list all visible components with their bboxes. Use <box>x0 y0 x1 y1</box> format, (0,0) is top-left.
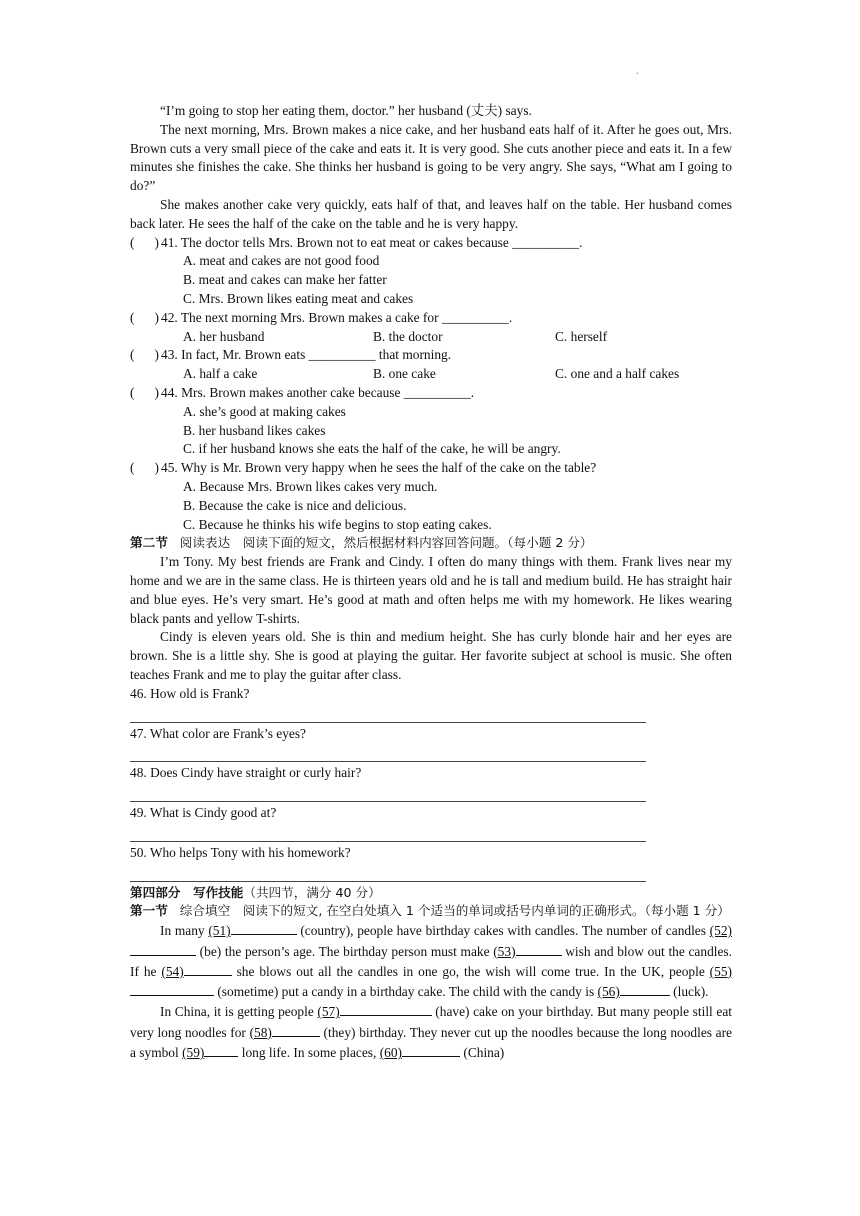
open-question-49: 49. What is Cindy good at? <box>130 805 277 821</box>
section-2-title: 第二节 <box>130 535 168 551</box>
question-stem: 45. Why is Mr. Brown very happy when he sees the half of the cake on the table? <box>161 460 597 476</box>
option: A. her husband <box>183 328 265 344</box>
question-43 <box>130 346 732 365</box>
story-paragraph-1: “I’m going to stop her eating them, doctor.” her husband (丈夫) says. <box>160 103 532 118</box>
cloze-text: (luck). <box>669 984 709 1000</box>
section-1-subtitle: 综合填空 阅读下的短文, 在空白处填入 1 个适当的单词或括号内单词的正确形式。（每小题 1 分） <box>179 903 730 919</box>
cloze-text: In many <box>160 923 209 939</box>
open-question-47: 47. What color are Frank’s eyes? <box>130 725 306 741</box>
cloze-text: she blows out all the candles in one go, the wish will come true. In the UK, people <box>231 963 710 979</box>
question-41 <box>130 234 732 253</box>
option: A. Because Mrs. Brown likes cakes very much. <box>183 478 438 494</box>
part-4-subtitle: （共四节，满分 40 分） <box>243 884 381 900</box>
cloze-text: (have) cake on your birthday. But many people still eat very long noodles for <box>130 1004 732 1040</box>
cloze-text: (be) the person’s age. The birthday person must make <box>196 943 494 959</box>
answer-line[interactable] <box>130 783 646 802</box>
option: B. the doctor <box>373 328 443 344</box>
answer-line[interactable] <box>130 743 646 762</box>
part-4-header <box>130 884 732 903</box>
answer-paren[interactable]: ( ) <box>130 460 160 476</box>
cloze-text: (they) birthday. They never cut up the noodles because the long noodles are a symbol <box>130 1024 732 1061</box>
cloze-paragraph-1 <box>130 921 732 1002</box>
reading-paragraph-1: I’m Tony. My best friends are Frank and Cindy. I often do many things with them. Frank lives near my home and we are in the same class. He is thirteen years old and he is tall and medium build. He has straight hair and blue eyes. He’s very smart. He’s good at math and often helps me with my homework. He likes wearing black pants and yellow T-shirts. <box>130 554 732 626</box>
story-paragraph-3: She makes another cake very quickly, eats half of that, and leaves half on the table. Her husband comes back later. He sees the half of the cake on the table and he is very happy. <box>130 196 732 231</box>
option: C. herself <box>555 328 608 344</box>
part-4-title: 第四部分 写作技能 <box>130 884 244 900</box>
option: C. one and a half cakes <box>555 366 680 382</box>
question-stem: 41. The doctor tells Mrs. Brown not to eat meat or cakes because __________. <box>161 234 583 250</box>
open-question-50: 50. Who helps Tony with his homework? <box>130 844 351 860</box>
question-42 <box>130 309 732 328</box>
open-question-48: 48. Does Cindy have straight or curly hair? <box>130 765 362 781</box>
cloze-text: (country), people have birthday cakes with candles. The number of candles <box>296 923 710 939</box>
story-paragraph-2: The next morning, Mrs. Brown makes a nice cake, and her husband eats half of it. After he goes out, Mrs. Brown cuts a very small piece of the cake and eats it. It is very good. She cuts another piece and eats it. In a few minutes she finishes the cake. She thinks her husband is going to be very angry. She says, “What am I going to do?” <box>130 121 732 194</box>
option: B. one cake <box>373 366 436 382</box>
blank-53[interactable]: (53) <box>493 944 561 959</box>
blank-54[interactable]: (54) <box>161 964 231 979</box>
cloze-text: (China) <box>460 1045 505 1061</box>
blank-57[interactable]: (57) <box>317 1004 431 1019</box>
option: B. Because the cake is nice and delicious. <box>183 497 407 513</box>
answer-paren[interactable]: ( ) <box>130 309 160 325</box>
blank-55[interactable]: (55) <box>130 964 732 999</box>
blank-58[interactable]: (58) <box>250 1025 320 1040</box>
blank-51[interactable]: (51) <box>208 923 296 938</box>
section-1-title: 第一节 <box>130 903 168 919</box>
option: B. meat and cakes can make her fatter <box>183 272 387 288</box>
answer-line[interactable] <box>130 704 646 723</box>
open-question-46: 46. How old is Frank? <box>130 685 250 701</box>
section-1-header <box>130 902 732 921</box>
question-45 <box>130 459 732 478</box>
section-2-header <box>130 534 732 553</box>
blank-60[interactable]: (60) <box>380 1045 460 1060</box>
option: C. Because he thinks his wife begins to stop eating cakes. <box>183 516 492 532</box>
blank-52[interactable]: (52) <box>130 923 732 958</box>
option: A. she’s good at making cakes <box>183 403 346 419</box>
question-stem: 42. The next morning Mrs. Brown makes a cake for __________. <box>161 309 513 325</box>
option: A. meat and cakes are not good food <box>183 253 380 269</box>
answer-paren[interactable]: ( ) <box>130 384 160 400</box>
option: A. half a cake <box>183 366 258 382</box>
cloze-text: wish and blow out the candles. If he <box>130 943 732 979</box>
exam-page <box>130 102 732 1063</box>
options-row <box>130 328 732 347</box>
answer-paren[interactable]: ( ) <box>130 234 160 250</box>
question-44 <box>130 384 732 403</box>
cloze-text: In China, it is getting people <box>160 1004 318 1020</box>
corner-dot: . <box>636 66 639 77</box>
cloze-text: long life. In some places, <box>238 1045 380 1061</box>
cloze-text: (sometime) put a candy in a birthday cake. The child with the candy is <box>214 984 598 1000</box>
option: B. her husband likes cakes <box>183 422 326 438</box>
question-stem: 44. Mrs. Brown makes another cake because __________. <box>161 384 475 400</box>
cloze-paragraph-2 <box>130 1002 732 1063</box>
options-row <box>130 365 732 384</box>
section-2-subtitle: 阅读表达 阅读下面的短文，然后根据材料内容回答问题。（每小题 2 分） <box>179 535 593 551</box>
answer-paren[interactable]: ( ) <box>130 347 160 363</box>
answer-line[interactable] <box>130 823 646 842</box>
option: C. Mrs. Brown likes eating meat and cakes <box>183 290 414 306</box>
reading-paragraph-2: Cindy is eleven years old. She is thin and medium height. She has curly blonde hair and her eyes are brown. She is a little shy. She is good at playing the guitar. Her favorite subject at school is music. She often teaches Frank and me to play the guitar after class. <box>130 629 732 682</box>
option: C. if her husband knows she eats the half of the cake, he will be angry. <box>183 441 561 457</box>
blank-59[interactable]: (59) <box>182 1045 238 1060</box>
answer-line[interactable] <box>130 863 646 882</box>
blank-56[interactable]: (56) <box>598 984 670 999</box>
question-stem: 43. In fact, Mr. Brown eats __________ that morning. <box>161 347 452 363</box>
